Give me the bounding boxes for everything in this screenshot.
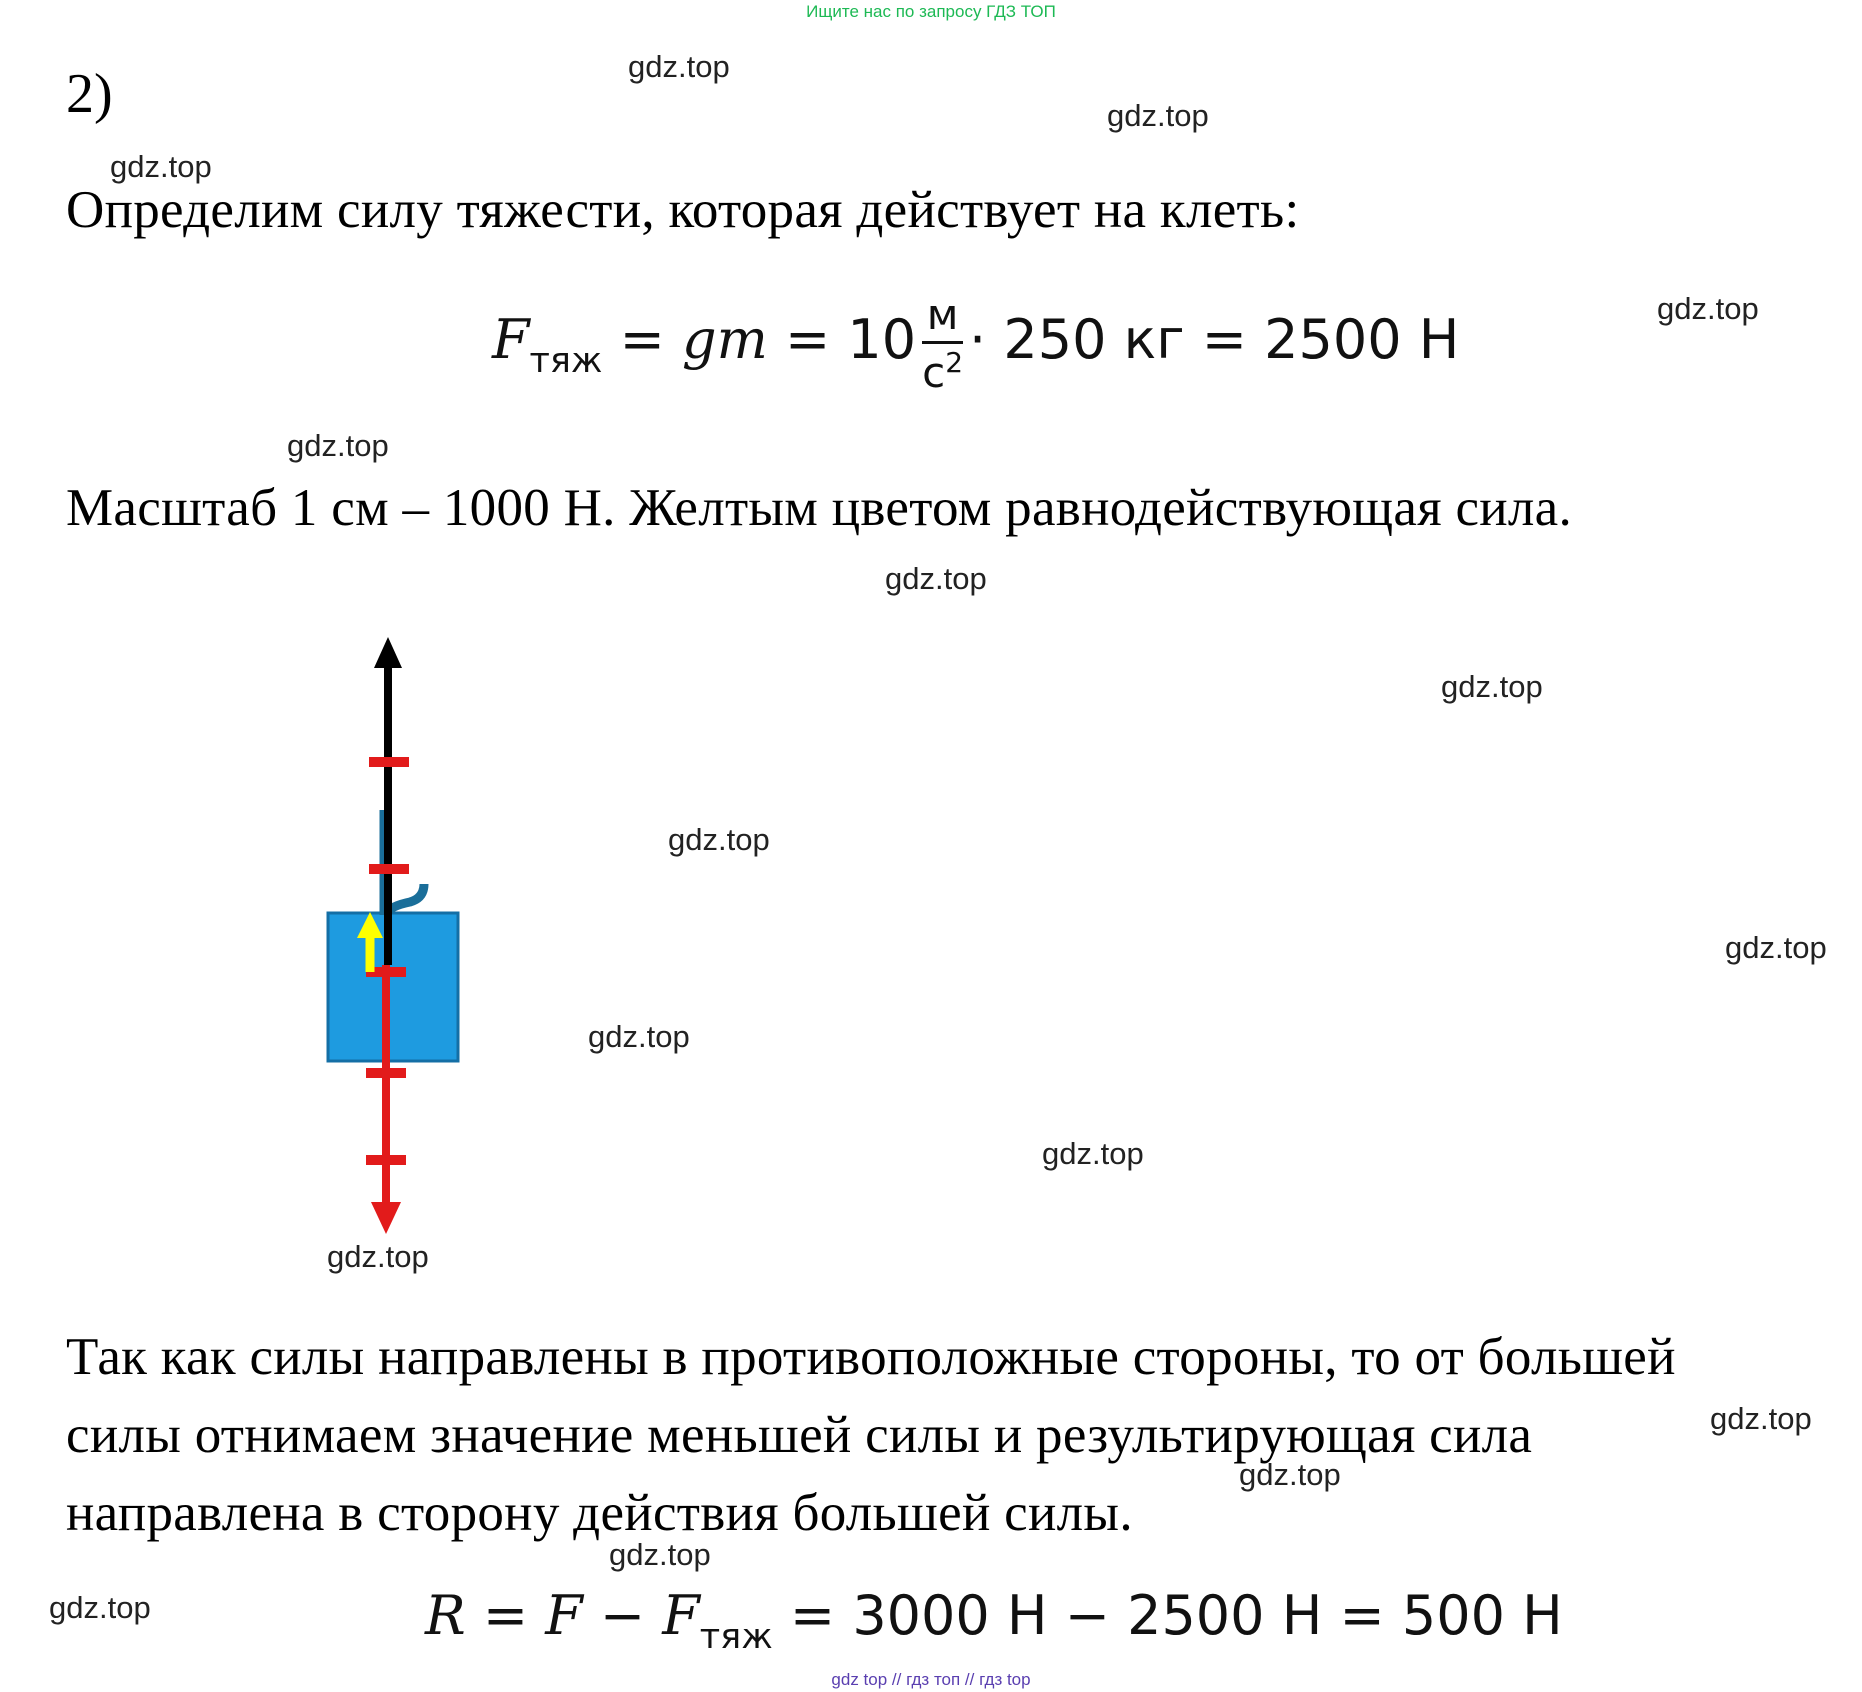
denominator-power: 2 — [945, 346, 964, 379]
resultant-rest: = 3000 Н − 2500 Н = 500 Н — [772, 1584, 1563, 1647]
resultant-formula — [425, 1584, 1563, 1657]
watermark: gdz.top — [1239, 1457, 1341, 1492]
gm-term: gm — [682, 308, 768, 372]
top-banner: Ищите нас по запросу ГДЗ ТОП — [806, 2, 1056, 21]
watermark: gdz.top — [1710, 1401, 1812, 1436]
watermark: gdz.top — [609, 1537, 711, 1572]
r-symbol: R — [425, 1584, 466, 1647]
explanation-line-1: Так как силы направлены в противоположные стороны, то от большей — [66, 1328, 1676, 1386]
explanation-line-3: направлена в сторону действия большей силы. — [66, 1484, 1133, 1542]
watermark: gdz.top — [287, 428, 389, 463]
watermark: gdz.top — [110, 149, 212, 184]
watermark: gdz.top — [49, 1590, 151, 1625]
force-diagram — [300, 620, 520, 1250]
eq-sign-1: = — [602, 308, 683, 372]
watermark: gdz.top — [668, 822, 770, 857]
fraction-denominator — [922, 344, 963, 397]
denominator-base: с — [922, 348, 946, 397]
minus-sign: − — [582, 1584, 663, 1647]
scale-text: Масштаб 1 см – 1000 Н. Желтым цветом равнодействующая сила. — [66, 479, 1573, 537]
item-number: 2) — [66, 63, 113, 125]
gravity-formula — [492, 290, 1459, 397]
f-symbol: F — [492, 308, 530, 372]
watermark: gdz.top — [588, 1019, 690, 1054]
watermark: gdz.top — [1725, 930, 1827, 965]
watermark: gdz.top — [628, 49, 730, 84]
watermark: gdz.top — [1441, 669, 1543, 704]
watermark: gdz.top — [1657, 291, 1759, 326]
f-applied: F — [545, 1584, 583, 1647]
force-down-arrowhead — [371, 1202, 401, 1234]
watermark: gdz.top — [327, 1239, 429, 1274]
watermark: gdz.top — [885, 561, 987, 596]
explanation-block — [66, 1318, 1676, 1552]
f-subscript: тяж — [529, 341, 603, 382]
cage-box — [328, 913, 458, 1061]
watermark: gdz.top — [1107, 98, 1209, 133]
fraction-numerator: м — [922, 290, 963, 344]
unit-fraction — [922, 290, 963, 397]
force-up-arrowhead — [374, 637, 402, 668]
eq-sign-2: = — [465, 1584, 546, 1647]
eq-ten: = 10 — [767, 308, 917, 372]
explanation-line-2: силы отнимаем значение меньшей силы и результирующая сила — [66, 1406, 1533, 1464]
footer-links: gdz top // гдз топ // гдз top — [831, 1670, 1031, 1689]
watermark: gdz.top — [1042, 1136, 1144, 1171]
f-gravity: F — [662, 1584, 700, 1647]
formula-rest: · 250 кг = 2500 Н — [969, 308, 1460, 372]
intro-text: Определим силу тяжести, которая действует на клеть: — [66, 181, 1300, 239]
f-gravity-subscript: тяж — [699, 1617, 773, 1657]
